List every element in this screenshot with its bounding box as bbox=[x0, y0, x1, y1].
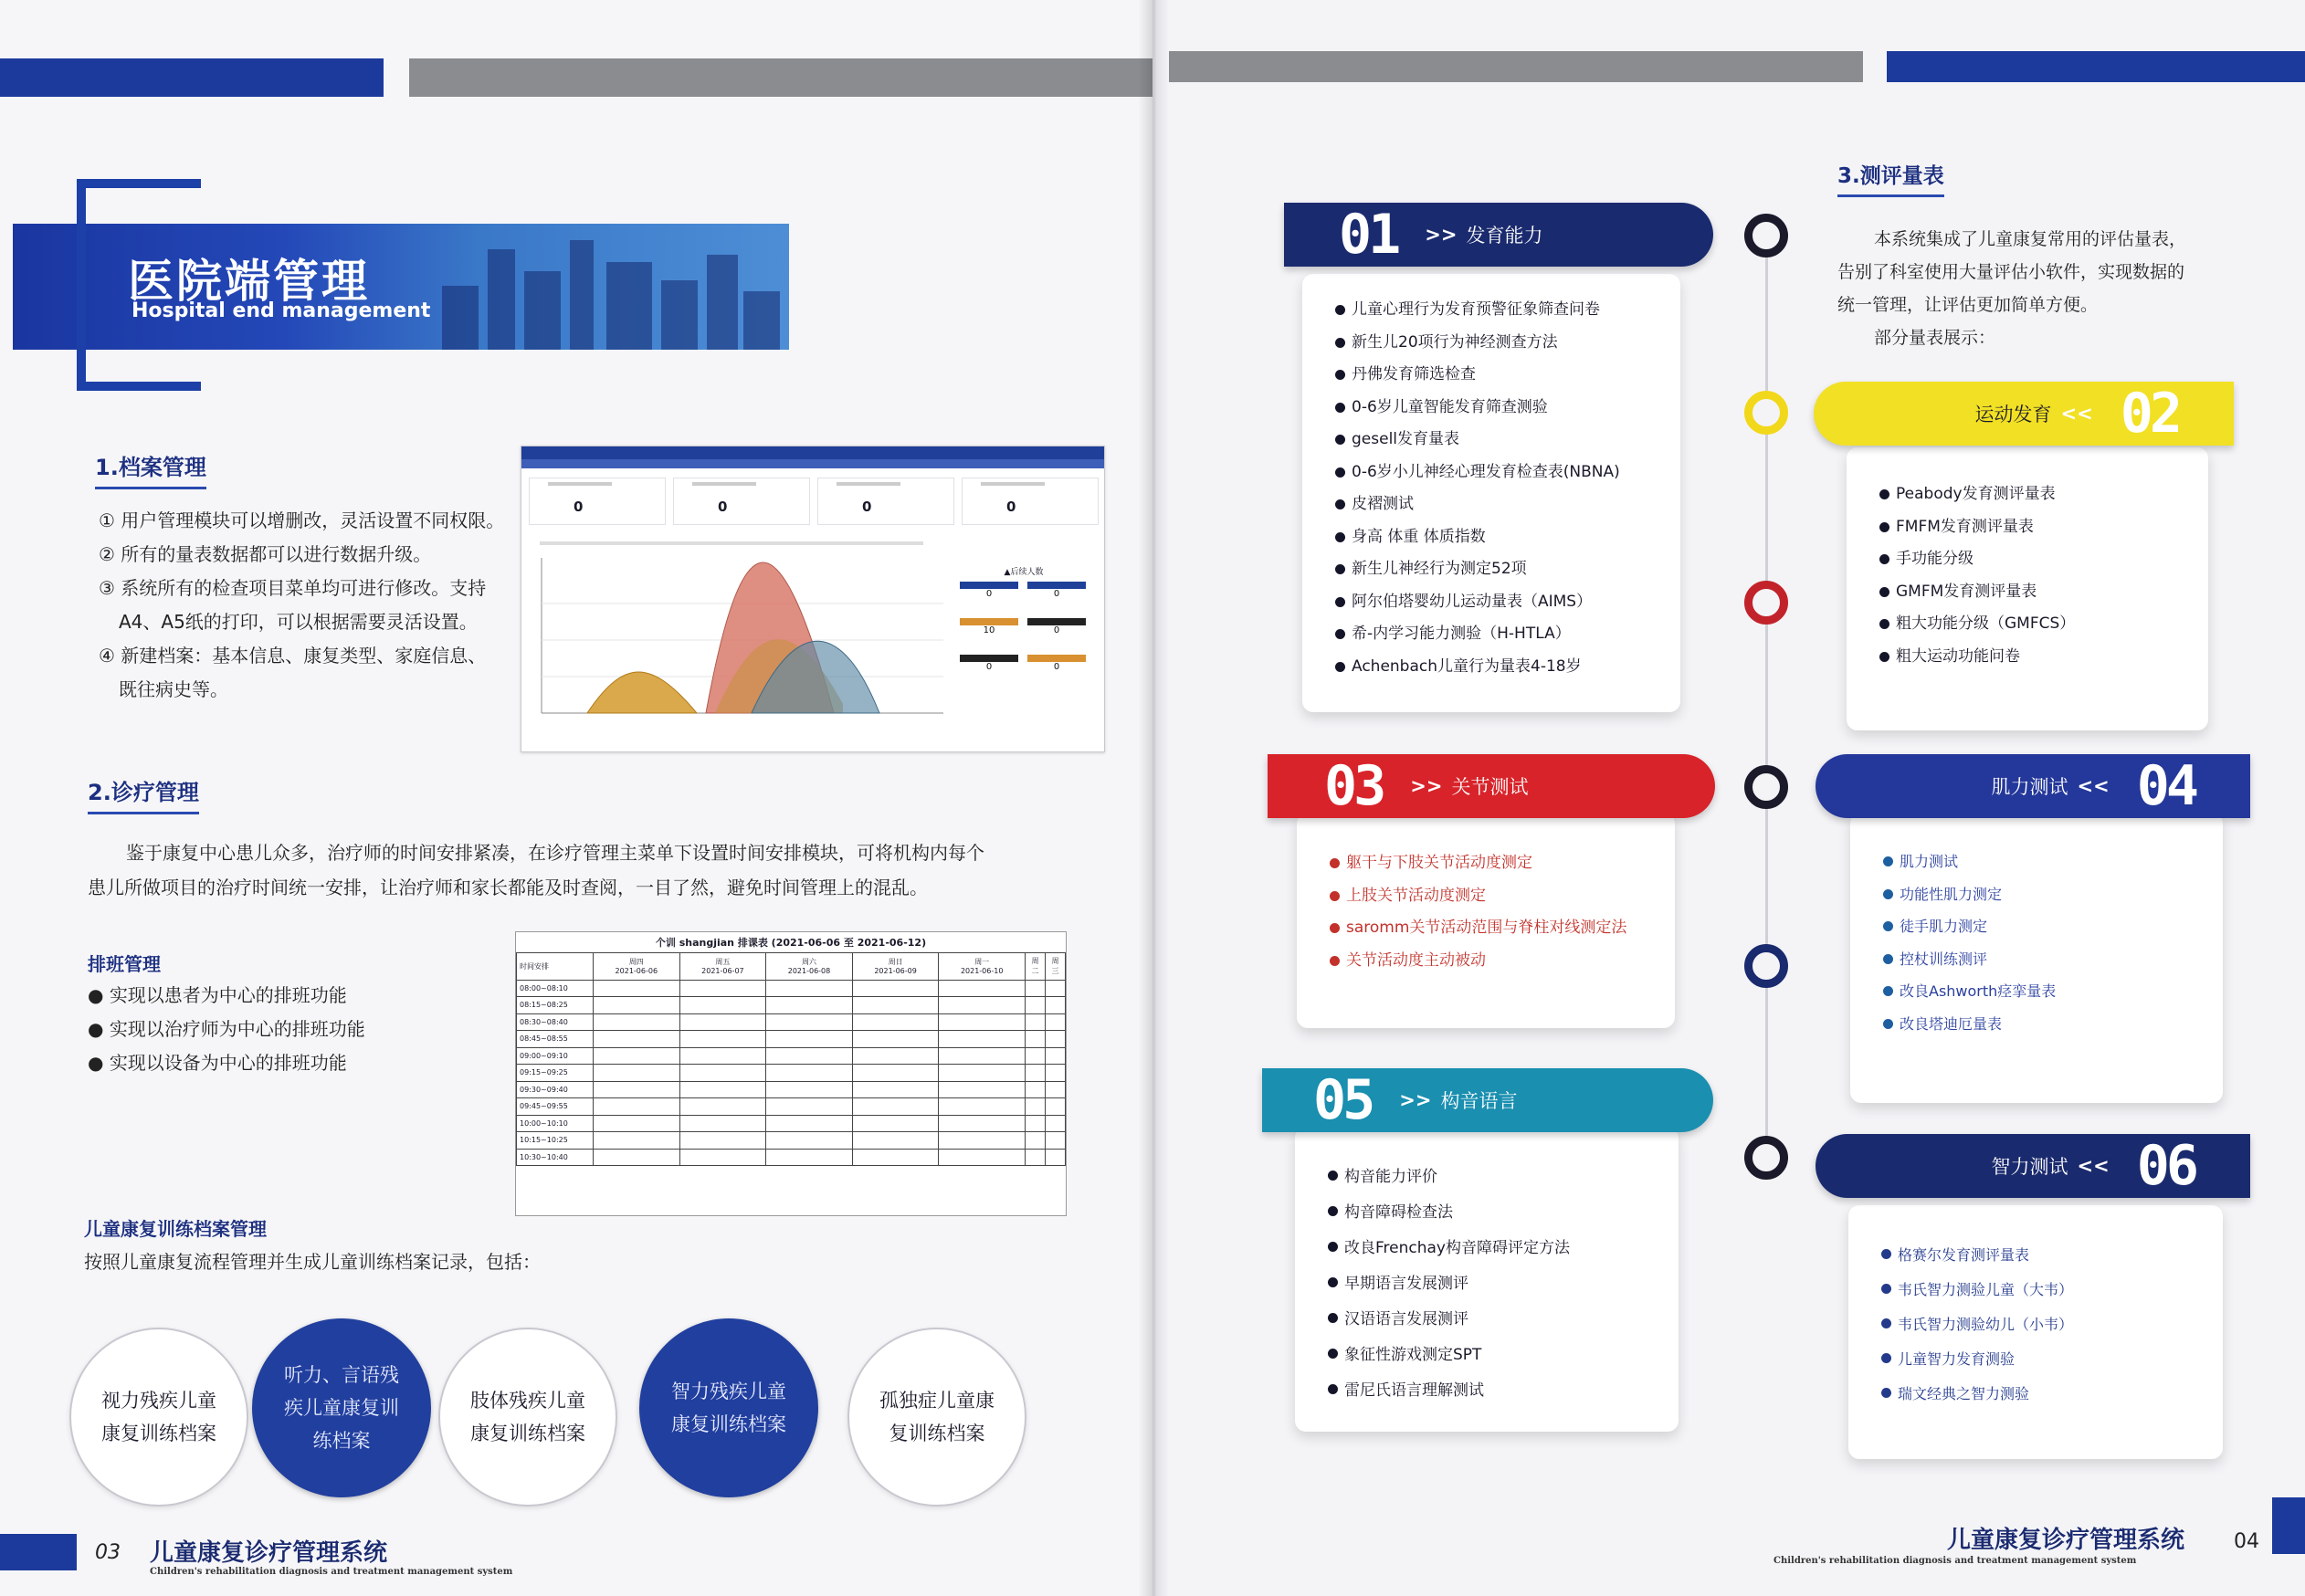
timeline-ring bbox=[1744, 581, 1788, 625]
list-item: 0-6岁小儿神经心理发育检查表(NBNA) bbox=[1335, 457, 1680, 489]
list-item: 瑞文经典之智力测验 bbox=[1881, 1377, 2223, 1412]
assessment-para-4: 部分量表展示： bbox=[1874, 328, 1996, 348]
category-card-05 bbox=[1295, 1127, 1679, 1432]
timeline-ring bbox=[1744, 391, 1788, 435]
list-item: 改良Frenchay构音障碍评定方法 bbox=[1328, 1231, 1679, 1266]
category-tab-03: 03 >> 关节测试 bbox=[1268, 754, 1715, 818]
list-item: 阿尔伯塔婴幼儿运动量表（AIMS） bbox=[1335, 586, 1680, 619]
timeline-ring bbox=[1744, 944, 1788, 988]
training-records-intro: 按照儿童康复流程管理并生成儿童训练档案记录，包括： bbox=[84, 1251, 541, 1273]
list-item: gesell发育量表 bbox=[1335, 424, 1680, 457]
page-number: 04 bbox=[2234, 1530, 2259, 1553]
archive-item: ① 用户管理模块可以增删改，灵活设置不同权限。 bbox=[99, 509, 505, 531]
list-item: ● 实现以设备为中心的排班功能 bbox=[88, 1052, 347, 1074]
col-header: 周六 2021-06-08 bbox=[766, 952, 853, 980]
category-card-04 bbox=[1850, 813, 2223, 1103]
archive-item: ③ 系统所有的检查项目菜单均可进行修改。支持 bbox=[99, 577, 487, 599]
list-item: 丹佛发育筛选检查 bbox=[1335, 359, 1680, 392]
category-tab-06: 智力测试 << 06 bbox=[1816, 1134, 2250, 1198]
timeline-line bbox=[1765, 245, 1768, 1158]
list-item: 粗大功能分级（GMFCS） bbox=[1879, 608, 2208, 641]
list-item: 新生儿20项行为神经测查方法 bbox=[1335, 327, 1680, 360]
table-row: 08:00~08:10 bbox=[517, 980, 1066, 997]
list-item: 皮褶测试 bbox=[1335, 488, 1680, 521]
list-item: 躯干与下肢关节活动度测定 bbox=[1330, 847, 1675, 880]
table-row: 10:00~10:10 bbox=[517, 1115, 1066, 1132]
assessment-para-1: 本系统集成了儿童康复常用的评估量表， bbox=[1874, 229, 2187, 249]
footer-bar bbox=[0, 1534, 77, 1570]
list-item: 构音障碍检查法 bbox=[1328, 1195, 1679, 1231]
top-bar-blue bbox=[0, 58, 384, 97]
list-item: 希-内学习能力测验（H-HTLA） bbox=[1335, 618, 1680, 651]
record-circle-hearing: 听力、言语残疾儿童康复训练档案 bbox=[252, 1318, 431, 1497]
record-circle-intellect: 智力残疾儿童康复训练档案 bbox=[639, 1318, 818, 1497]
page-number: 03 bbox=[95, 1541, 121, 1564]
timeline-ring bbox=[1744, 1136, 1788, 1180]
assessment-para-2: 告别了科室使用大量评估小软件，实现数据的 bbox=[1837, 262, 2185, 282]
archive-item: A4、A5纸的打印，可以根据需要灵活设置。 bbox=[119, 611, 478, 633]
list-item: ● 实现以患者为中心的排班功能 bbox=[88, 984, 347, 1006]
list-item: 功能性肌力测定 bbox=[1883, 878, 2223, 911]
stat-card: 0 bbox=[817, 478, 954, 525]
footer-title: 儿童康复诊疗管理系统 bbox=[150, 1539, 388, 1567]
list-item: 早期语言发展测评 bbox=[1328, 1266, 1679, 1302]
list-item: 格赛尔发育测评量表 bbox=[1881, 1238, 2223, 1273]
list-item: 韦氏智力测验幼儿（小韦） bbox=[1881, 1307, 2223, 1342]
list-item: Achenbach儿童行为量表4-18岁 bbox=[1335, 651, 1680, 684]
category-tab-02: 运动发育 << 02 bbox=[1814, 382, 2234, 446]
col-header: 周五 2021-06-07 bbox=[679, 952, 766, 980]
list-item: 儿童心理行为发育预警征象筛查问卷 bbox=[1335, 294, 1680, 327]
list-item: 改良Ashworth痉挛量表 bbox=[1883, 975, 2223, 1008]
list-item: 汉语语言发展测评 bbox=[1328, 1302, 1679, 1338]
schedule-mgmt-title: 排班管理 bbox=[88, 953, 161, 975]
table-row: 09:45~09:55 bbox=[517, 1098, 1066, 1116]
page-subtitle: Hospital end management bbox=[132, 299, 431, 322]
list-item: 0-6岁儿童智能发育筛查测验 bbox=[1335, 392, 1680, 425]
category-card-06 bbox=[1848, 1205, 2223, 1459]
list-item: 构音能力评价 bbox=[1328, 1160, 1679, 1195]
list-item: 身高 体重 体质指数 bbox=[1335, 521, 1680, 554]
record-circle-vision: 视力残疾儿童康复训练档案 bbox=[69, 1328, 248, 1507]
table-row: 09:30~09:40 bbox=[517, 1081, 1066, 1098]
page-title: 医院端管理 bbox=[128, 255, 370, 308]
assessment-para-3: 统一管理，让评估更加简单方便。 bbox=[1837, 295, 2099, 315]
category-tab-01: 01 >> 发育能力 bbox=[1284, 203, 1713, 267]
archive-item: 既往病史等。 bbox=[119, 678, 228, 700]
stat-card: 0 bbox=[962, 478, 1099, 525]
section-title-treatment: 2.诊疗管理 bbox=[88, 774, 199, 814]
section-title-assessment: 3.测评量表 bbox=[1837, 159, 1944, 197]
archive-list bbox=[99, 504, 510, 707]
table-row: 08:15~08:25 bbox=[517, 997, 1066, 1014]
col-header: 周日 2021-06-09 bbox=[852, 952, 939, 980]
list-item: ● 实现以治疗师为中心的排班功能 bbox=[88, 1018, 365, 1040]
table-row: 09:00~09:10 bbox=[517, 1047, 1066, 1065]
top-bar-gray bbox=[1169, 51, 1863, 82]
col-header: 周三 bbox=[1046, 952, 1066, 980]
category-card-02 bbox=[1847, 447, 2208, 730]
area-chart bbox=[532, 549, 953, 731]
training-records-title: 儿童康复训练档案管理 bbox=[84, 1218, 267, 1240]
archive-item: ④ 新建档案：基本信息、康复类型、家庭信息、 bbox=[99, 645, 487, 667]
book-spine bbox=[1138, 0, 1169, 1596]
record-circle-limb: 肢体残疾儿童康复训练档案 bbox=[438, 1328, 617, 1507]
list-item: saromm关节活动范围与脊柱对线测定法 bbox=[1330, 912, 1675, 945]
table-row: 08:45~08:55 bbox=[517, 1031, 1066, 1048]
list-item: 上肢关节活动度测定 bbox=[1330, 880, 1675, 913]
category-card-01 bbox=[1302, 274, 1680, 712]
col-header: 周四 2021-06-06 bbox=[594, 952, 680, 980]
top-bar-gray bbox=[409, 58, 1152, 97]
followup-panel: ▲后续人数 0 0 10 0 0 0 bbox=[960, 565, 1088, 730]
table-row: 10:15~10:25 bbox=[517, 1132, 1066, 1150]
list-item: 象征性游戏测定SPT bbox=[1328, 1338, 1679, 1373]
list-item: 手功能分级 bbox=[1879, 543, 2208, 576]
stat-card: 0 bbox=[529, 478, 666, 525]
list-item: 关节活动度主动被动 bbox=[1330, 945, 1675, 978]
col-header: 周二 bbox=[1026, 952, 1046, 980]
timeline-ring bbox=[1744, 214, 1788, 257]
category-tab-04: 肌力测试 << 04 bbox=[1816, 754, 2250, 818]
list-item: FMFM发育测评量表 bbox=[1879, 511, 2208, 544]
list-item: 韦氏智力测验儿童（大韦） bbox=[1881, 1273, 2223, 1307]
list-item: 改良塔迪厄量表 bbox=[1883, 1008, 2223, 1041]
timeline-ring bbox=[1744, 765, 1788, 809]
table-row: 08:30~08:40 bbox=[517, 1013, 1066, 1031]
list-item: 粗大运动功能问卷 bbox=[1879, 641, 2208, 674]
section-title-archive: 1.档案管理 bbox=[95, 449, 206, 489]
table-row: 09:15~09:25 bbox=[517, 1065, 1066, 1082]
footer-bar bbox=[2272, 1497, 2305, 1554]
dashboard-screenshot bbox=[521, 446, 1105, 752]
stat-card: 0 bbox=[673, 478, 810, 525]
top-bar-blue bbox=[1887, 51, 2305, 82]
footer-subtitle: Children's rehabilitation diagnosis and treatment management system bbox=[1773, 1556, 2137, 1566]
treatment-paragraph-2: 患儿所做项目的治疗时间统一安排，让治疗师和家长都能及时查阅，一目了然，避免时间管理上的混乱。 bbox=[88, 877, 928, 898]
footer-subtitle: Children's rehabilitation diagnosis and treatment management system bbox=[150, 1567, 513, 1577]
schedule-mgmt-list bbox=[88, 979, 489, 1080]
record-circle-autism: 孤独症儿童康复训练档案 bbox=[847, 1328, 1026, 1507]
col-header: 周一 2021-06-10 bbox=[939, 952, 1026, 980]
list-item: Peabody发育测评量表 bbox=[1879, 478, 2208, 511]
list-item: 徒手肌力测定 bbox=[1883, 910, 2223, 943]
schedule-table-title: 个训 shangjian 排课表 (2021-06-06 至 2021-06-12) bbox=[655, 936, 927, 949]
left-page bbox=[0, 0, 1152, 1596]
archive-item: ② 所有的量表数据都可以进行数据升级。 bbox=[99, 543, 432, 565]
col-header: 时间安排 bbox=[517, 952, 594, 980]
list-item: 儿童智力发育测验 bbox=[1881, 1342, 2223, 1377]
table-row: 10:30~10:40 bbox=[517, 1149, 1066, 1166]
schedule-table bbox=[515, 931, 1067, 1216]
category-tab-05: 05 >> 构音语言 bbox=[1262, 1068, 1713, 1132]
treatment-paragraph-1: 鉴于康复中心患儿众多，治疗师的时间安排紧凑，在诊疗管理主菜单下设置时间安排模块，可将机构内每个 bbox=[126, 842, 984, 864]
list-item: 控杖训练测评 bbox=[1883, 943, 2223, 976]
list-item: 新生儿神经行为测定52项 bbox=[1335, 553, 1680, 586]
list-item: GMFM发育测评量表 bbox=[1879, 576, 2208, 609]
category-card-03 bbox=[1297, 813, 1675, 1028]
footer-title: 儿童康复诊疗管理系统 bbox=[1947, 1527, 2185, 1554]
list-item: 肌力测试 bbox=[1883, 845, 2223, 878]
list-item: 雷尼氏语言理解测试 bbox=[1328, 1373, 1679, 1409]
